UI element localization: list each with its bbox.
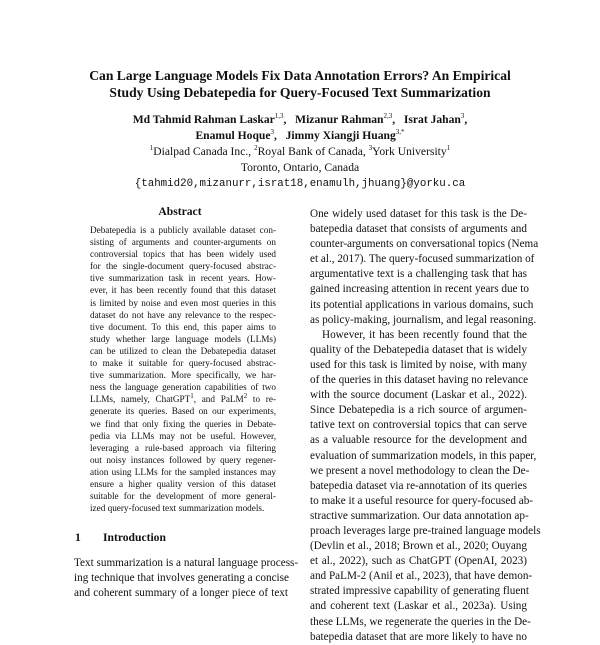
body-line: tative text on controversial topics that can serve [310,419,527,432]
affiliation-name: York University [372,145,447,158]
location: Toronto, Ontario, Canada [240,161,360,174]
body-line: with the source document (Laskar et al., 2022). [310,389,527,402]
body-line: gained increasing attention in recent years due to [310,283,530,296]
body-line: and PaLM-2 (Anil et al., 2023), that have demon- [310,570,533,583]
abstract-line: dataset do not have any relevance to the respec- [90,309,276,320]
body-line: (Devlin et al., 2018; Brown et al., 2020; Ouyang [310,540,527,553]
affiliation-name: Dialpad Canada Inc., [153,145,252,158]
abstract-line: sisting of arguments and counter-arguments on [90,237,276,248]
footnote-marker[interactable]: 2 [243,392,248,401]
body-line: evaluation of summarization models, in this paper, [310,449,537,462]
abstract-line: to make it suitable for query-focused abstrac- [90,358,276,369]
author-line-2: Enamul Hoque$^3$, Jimmy Xiangji Huang$^{3,*}$ [195,128,405,142]
author-affiliation-sup: 3,* [395,128,405,137]
abstract-line: controversial topics that has been widely used [90,249,276,260]
abstract-line: ized query-focused text summarization models. [90,503,265,514]
body-line: of the queries in this dataset having no relevance [310,374,529,387]
abstract-line: ness the language generation capabilities of two [90,382,276,393]
abstract-line: tive document. To this end, this paper aims to [90,321,276,332]
author-block [40,112,560,192]
abstract-heading: Abstract [158,205,202,218]
body-line: However, it has been recently found that the [322,328,527,341]
body-line: its potential applications in various domains, such [310,298,534,311]
body-line: One widely used dataset for this task is the De- [310,208,527,220]
title-line-2: Study Using Debatepedia for Query-Focused Text Summarization [109,85,491,100]
author-line-1: Md Tahmid Rahman Laskar$^{1,3}$, Mizanur Rahman$^{2,3}$, Israt Jahan$^3$, [132,112,468,126]
body-line: Text summarization is a natural language process- [74,557,299,569]
body-line: as a valuable resource for the development and [310,434,527,447]
abstract-line: we find that only fixing the queries in Debate- [90,418,276,429]
title-line-1: Can Large Language Models Fix Data Annotation Errors? An Empirical [89,68,511,83]
abstract-line: pedia via LLMs may not be useful. However, [90,430,276,441]
body-line: these LLMs, we regenerate the queries in the De- [310,615,531,628]
footnote-marker[interactable]: 1 [190,392,194,401]
body-line: we present a novel methodology to clean the De- [310,464,530,477]
affiliation-line: $^1$Dialpad Canada Inc., $^2$Royal Bank of Canada, $^3$York University$^1$ [149,144,451,158]
body-line: argumentative text is a challenging task that has [310,268,527,281]
introduction-text [74,556,299,601]
abstract-line: study whether large language models (LLMs) [90,333,276,344]
body-line: strated impressive capability of generating fluent [310,585,530,598]
body-line: and coherent text (Laskar et al., 2023a). Using [310,600,527,613]
section-number: 1 [75,531,81,544]
paper-title [40,67,560,101]
body-line: batepedia dataset via re-annotation of its queries [310,479,527,492]
body-line: proach leverages large pre-trained language models [310,524,541,537]
abstract-line: generate its queries. Based on our experiments, [90,406,276,417]
author-affiliation-sup: 2,3 [383,112,393,121]
author-name: Jimmy Xiangji Huang [285,129,396,142]
section-title: Introduction [103,531,166,544]
body-line: et al., 2017). The query-focused summarization of [310,253,535,266]
author-affiliation-sup: 3 [270,128,275,137]
body-line: batepedia dataset that consists of arguments and [310,223,527,236]
author-name: Israt Jahan [403,113,461,126]
body-line: et al., 2022), such as ChatGPT (OpenAI, 2023) [310,555,527,568]
abstract-line: ever, it has been recently found that this dataset [90,285,276,296]
affiliation-name: Royal Bank of Canada, [257,145,366,158]
body-line: used for this task is limited by noise, with many [310,358,527,371]
abstract-line: leveraging a rule-based approach via filtering [90,442,276,453]
body-line: quality of the Debatepedia dataset that is widely [310,343,527,356]
body-line: as policy-making, journalism, and legal reasoning. [310,313,537,326]
abstract-line: ation using LLMs for the sampled instances may [90,466,276,477]
body-line: batepedia dataset that are more likely to have no [310,630,527,643]
email-addresses[interactable]: {tahmid20,mizanurr,israt18,enamulh,jhuang}@yorku.ca [134,178,466,190]
abstract-line: out noisy instances followed by query regener- [90,454,276,465]
author-name: Md Tahmid Rahman Laskar [132,113,275,126]
body-line: counter-arguments on conversational topics (Nema [310,238,539,251]
abstract-line-with-footnotes: LLMs, namely, ChatGPT$^1$, and PaLM$^2$ to re- [90,392,276,405]
author-name: Enamul Hoque [195,129,271,142]
author-affiliation-sup: 1,3 [274,112,284,121]
abstract-body [90,224,276,514]
abstract-line: can be utilized to clean the Debatepedia dataset [90,345,276,356]
body-line: stractive summarization. Our data annotation ap- [310,509,529,522]
body-line: ing technique that involves generating a concise [74,572,289,584]
body-line: and coherent summary of a longer piece of text [74,587,288,599]
abstract-line: tive summarization task in recent years. How- [90,273,276,284]
abstract-line: for the single-document query-focused abstrac- [90,261,276,272]
body-line: Since Debatepedia is a rich source of argumen- [310,404,527,417]
author-name: Mizanur Rahman [295,113,384,126]
abstract-line: tive summarization. More specifically, we har- [90,370,276,381]
section-heading-introduction [75,531,166,544]
right-column-text [310,207,541,645]
abstract-line: ensure a higher quality version of this dataset [90,478,276,489]
body-line: to make it a useful resource for query-focused ab- [310,494,534,507]
abstract-line: is limited by noise and even most queries in this [90,297,276,308]
abstract-line: suitable for the development of more general- [90,491,276,502]
author-affiliation-sup: 3 [460,112,465,121]
abstract-line: Debatepedia is a publicly available dataset con- [90,225,276,235]
